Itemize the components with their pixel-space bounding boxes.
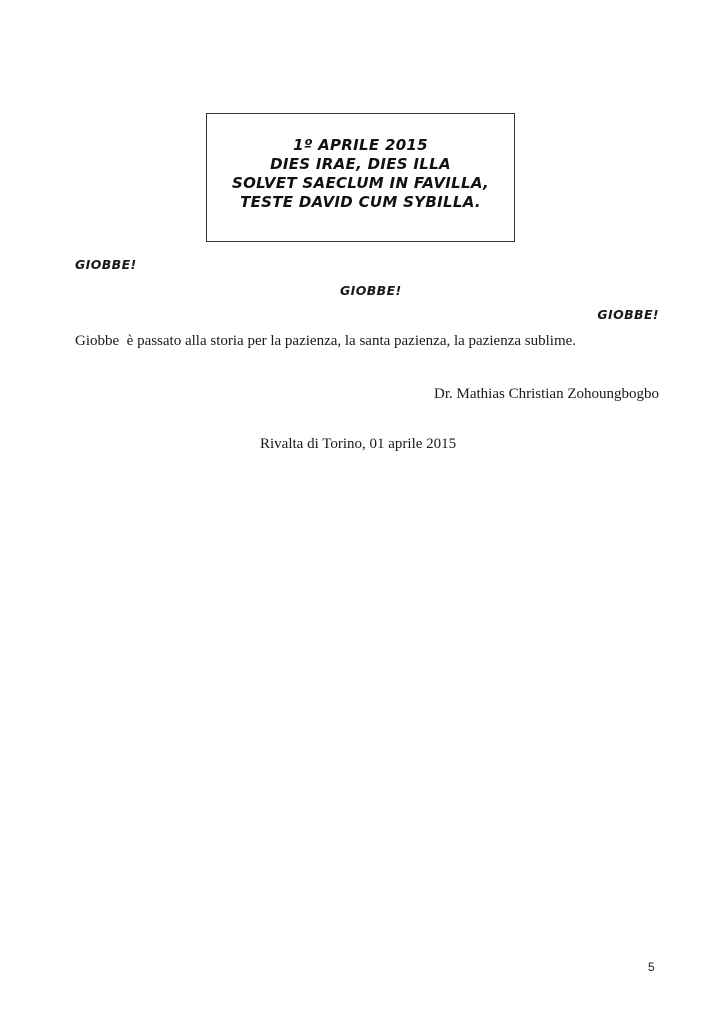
- title-verse-3: TESTE DAVID CUM SYBILLA.: [240, 193, 481, 211]
- author-signature: Dr. Mathias Christian Zohoungbogbo: [434, 386, 659, 402]
- title-verse-2: SOLVET SAECLUM IN FAVILLA,: [231, 174, 490, 192]
- exclamation-left: GIOBBE!: [75, 257, 137, 272]
- exclamation-center: GIOBBE!: [340, 283, 402, 298]
- title-date: 1º APRILE 2015: [293, 136, 428, 154]
- body-paragraph: Giobbe è passato alla storia per la pazienza, la santa pazienza, la pazienza sublime.: [75, 333, 577, 349]
- place-and-date: Rivalta di Torino, 01 aprile 2015: [260, 436, 457, 452]
- exclamation-right: GIOBBE!: [597, 307, 659, 322]
- page-number: 5: [648, 960, 655, 974]
- title-verse-1: DIES IRAE, DIES ILLA: [270, 155, 451, 173]
- title-box: [206, 113, 515, 242]
